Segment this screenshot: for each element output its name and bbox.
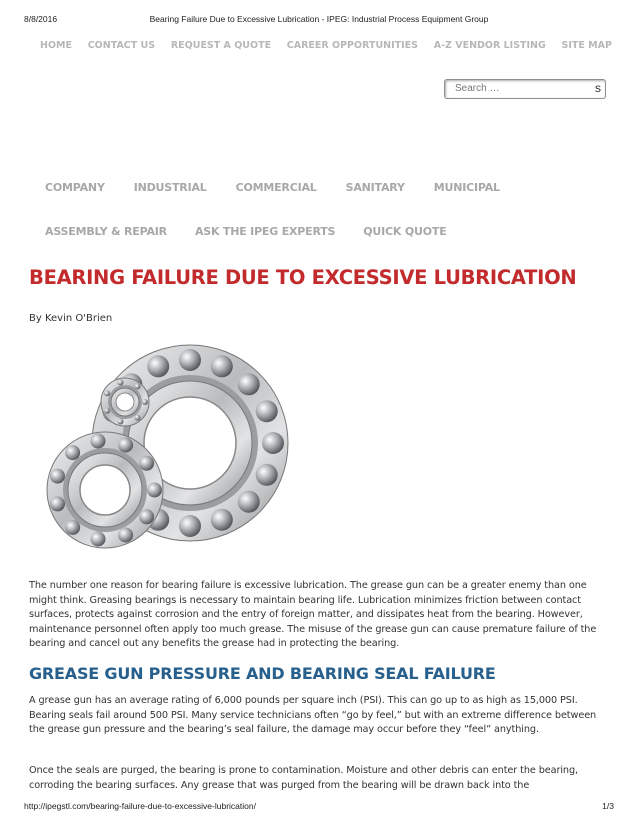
nav-quick-quote[interactable]: QUICK QUOTE: [363, 225, 447, 238]
search-icon[interactable]: s: [595, 81, 601, 95]
category-navigation: [45, 181, 500, 194]
bearing-ball: [104, 408, 110, 414]
nav-request-quote[interactable]: REQUEST A QUOTE: [170, 40, 272, 51]
bearing-ball: [104, 390, 110, 396]
bearing-ball: [179, 515, 201, 537]
bearing-ball: [139, 509, 154, 524]
bearing-ball: [50, 469, 65, 484]
print-date: 8/8/2016: [24, 14, 58, 24]
bearing-ball: [91, 532, 106, 547]
top-navigation: [40, 40, 612, 51]
nav-contact-us[interactable]: CONTACT US: [87, 40, 156, 51]
page-number: 1/3: [602, 801, 614, 811]
bearing-ball: [118, 380, 124, 386]
bearing-ball: [139, 456, 154, 471]
bearing-ball: [118, 419, 124, 425]
service-navigation: [45, 225, 447, 238]
article-byline: By Kevin O'Brien: [29, 313, 113, 324]
nav-career-opportunities[interactable]: CAREER OPPORTUNITIES: [286, 40, 419, 51]
nav-industrial[interactable]: INDUSTRIAL: [133, 181, 207, 194]
nav-site-map[interactable]: SITE MAP: [561, 40, 612, 51]
ball-bearings-image: [30, 338, 290, 560]
nav-commercial[interactable]: COMMERCIAL: [235, 181, 317, 194]
search-placeholder: Search …: [455, 83, 500, 94]
print-url: http://ipegstl.com/bearing-failure-due-to-excessive-lubrication/: [24, 801, 256, 811]
nav-ask-experts[interactable]: ASK THE IPEG EXPERTS: [194, 225, 336, 238]
intro-paragraph: The number one reason for bearing failure is excessive lubrication. The grease gun can be a greater enemy than one might think. Greasing bearings is necessary to maintain bearing life. Lubrication minimizes friction between contact surfaces, protects against corrosion and the entry of foreign matter, and dissipates heat from the bearing. However, maintenance personnel often apply too much grease. The misuse of the grease gun can cause premature failure of the bearing and cancel out any benefits the grease had in protecting the bearing.: [29, 580, 597, 650]
bearing-ball: [65, 520, 80, 535]
article-title: BEARING FAILURE DUE TO EXCESSIVE LUBRICATION: [29, 266, 577, 289]
bearing-ball: [238, 491, 260, 513]
bearing-ball: [256, 400, 278, 422]
bearing-ball: [147, 483, 162, 498]
bearing-ball: [211, 509, 233, 531]
bearing-ball: [262, 432, 284, 454]
bearing-ball: [211, 355, 233, 377]
bearing-ball: [118, 438, 133, 453]
bearing-ball: [256, 464, 278, 486]
bearing-ball: [179, 349, 201, 371]
nav-company[interactable]: COMPANY: [45, 181, 105, 194]
nav-sanitary[interactable]: SANITARY: [345, 181, 405, 194]
bearing-ball: [118, 528, 133, 543]
bearing-ball: [135, 383, 141, 389]
contamination-paragraph: Once the seals are purged, the bearing is prone to contamination. Moisture and other debris can enter the bearing, corroding the bearing surfaces. Any grease that was purged from the bearing will be drawn back into the: [29, 765, 578, 791]
bearing-ball: [147, 355, 169, 377]
bearing-ball: [238, 373, 260, 395]
nav-assembly-repair[interactable]: ASSEMBLY & REPAIR: [45, 225, 167, 238]
print-header: [24, 14, 614, 26]
nav-municipal[interactable]: MUNICIPAL: [433, 181, 500, 194]
print-footer: [24, 801, 614, 813]
bearing-ball: [142, 399, 148, 405]
section-heading: GREASE GUN PRESSURE AND BEARING SEAL FAILURE: [29, 664, 496, 683]
nav-vendor-listing[interactable]: A-Z VENDOR LISTING: [433, 40, 546, 51]
bearing-ball: [65, 445, 80, 460]
print-page-title: Bearing Failure Due to Excessive Lubrication - IPEG: Industrial Process Equipment Group: [149, 14, 489, 24]
nav-home[interactable]: HOME: [40, 40, 72, 51]
pressure-paragraph: A grease gun has an average rating of 6,000 pounds per square inch (PSI). This can go up to as high as 15,000 PSI. Bearing seals fail around 500 PSI. Many service technicians often “go by feel,” but with an extreme difference between the grease gun pressure and the bearing’s seal failure, the damage may occur before they “feel” anything.: [29, 695, 597, 736]
bearing-ball: [50, 496, 65, 511]
bearing-ball: [135, 415, 141, 421]
bearing-ball: [91, 434, 106, 449]
search-input[interactable]: [444, 79, 606, 99]
